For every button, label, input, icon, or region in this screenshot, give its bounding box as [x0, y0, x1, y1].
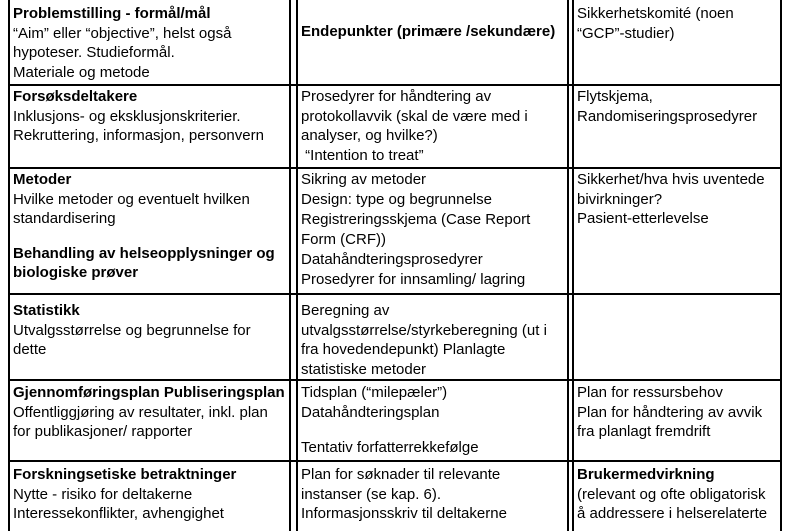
row-2-col-3 — [577, 87, 757, 126]
cell-line: “Intention to treat” — [301, 146, 424, 164]
cell-line: “GCP”-studier) — [577, 24, 675, 42]
cell-heading: Forskningsetiske betraktninger — [13, 466, 237, 483]
row-2-col-1 — [13, 87, 264, 146]
cell-line: standardisering — [13, 210, 116, 227]
table-border-right — [780, 0, 782, 531]
cell-line: dette — [13, 341, 47, 358]
cell-line: Plan for søknader til relevante — [301, 466, 501, 483]
cell-line: Materiale og metode — [13, 63, 150, 81]
column-divider-1b — [296, 0, 298, 531]
cell-line: analyser, og hvilke?) — [301, 127, 438, 144]
cell-line: fra hovedendepunkt) Planlagte — [301, 341, 506, 358]
cell-heading: Problemstilling - formål/mål — [13, 5, 211, 22]
cell-heading: Gjennomføringsplan Publiseringsplan — [13, 384, 285, 401]
row-3-col-1 — [13, 170, 275, 283]
cell-line: Sikkerhet/hva hvis uventede — [577, 171, 765, 188]
row-1-col-3 — [577, 4, 734, 43]
cell-line: instanser (se kap. 6). — [301, 485, 442, 503]
cell-line: fra planlagt fremdrift — [577, 423, 711, 440]
cell-line: Informasjonsskriv til deltakerne — [301, 505, 507, 522]
cell-line: Form (CRF)) — [301, 231, 386, 248]
cell-spacer — [13, 229, 275, 244]
cell-line: “Aim” eller “objective”, helst også — [13, 24, 232, 42]
cell-line: Rekruttering, informasjon, personvern — [13, 127, 264, 144]
cell-heading: Behandling av helseopplysninger og — [13, 244, 275, 262]
row-5-col-1 — [13, 383, 285, 442]
cell-line: Sikring av metoder — [301, 171, 427, 188]
column-divider-2b — [572, 0, 574, 531]
cell-line: Plan for håndtering av avvik — [577, 403, 763, 421]
cell-line: Datahåndteringsprosedyrer — [301, 251, 483, 268]
cell-heading: Endepunkter (primære /sekundære) — [301, 23, 556, 41]
cell-heading: biologiske prøver — [13, 264, 139, 281]
cell-line: Tidsplan (“milepæler”) — [301, 384, 448, 401]
row-divider-2 — [8, 167, 782, 169]
cell-line: Prosedyrer for innsamling/ lagring — [301, 271, 526, 288]
row-2-col-2 — [301, 87, 528, 165]
cell-heading: Metoder — [13, 171, 72, 188]
table-border-left — [8, 0, 10, 531]
cell-line: Plan for ressursbehov — [577, 384, 723, 401]
cell-line: Flytskjema, — [577, 88, 653, 105]
row-3-col-2 — [301, 170, 530, 290]
cell-line: Inklusjons- og eksklusjonskriterier. — [13, 107, 241, 125]
cell-line: Tentativ forfatterrekkefølge — [301, 439, 479, 456]
cell-spacer — [301, 422, 479, 438]
column-divider-2a — [567, 0, 569, 531]
row-5-col-2 — [301, 383, 479, 458]
row-divider-4 — [8, 379, 782, 381]
row-divider-1 — [8, 84, 782, 86]
cell-line: hypoteser. Studieformål. — [13, 44, 175, 61]
cell-line: Nytte - risiko for deltakerne — [13, 485, 193, 503]
row-5-col-3 — [577, 383, 762, 442]
cell-line: utvalgsstørrelse/styrkeberegning (ut i — [301, 321, 547, 339]
row-4-col-1 — [13, 301, 251, 360]
cell-line: å addressere i helserelaterte — [577, 505, 768, 522]
row-divider-5 — [8, 460, 782, 462]
cell-line: Sikkerhetskomité (noen — [577, 5, 734, 22]
row-6-col-1 — [13, 465, 236, 524]
column-divider-1a — [289, 0, 291, 531]
cell-line: for publikasjoner/ rapporter — [13, 423, 193, 440]
cell-line: Beregning av — [301, 302, 390, 319]
cell-line: Prosedyrer for håndtering av — [301, 88, 492, 105]
row-divider-3 — [8, 293, 782, 295]
cell-line: Randomiseringsprosedyrer — [577, 107, 758, 125]
cell-line: Pasient-etterlevelse — [577, 210, 709, 227]
cell-line: Design: type og begrunnelse — [301, 191, 492, 208]
cell-line: Offentliggjøring av resultater, inkl. plan — [13, 403, 268, 421]
row-1-col-2 — [301, 4, 555, 60]
cell-line: protokollavvik (skal de være med i — [301, 107, 528, 125]
cell-line: statistiske metoder — [301, 360, 427, 378]
cell-heading: Statistikk — [13, 302, 80, 319]
cell-line: Hvilke metoder og eventuelt hvilken — [13, 190, 250, 208]
cell-line: Interessekonflikter, avhengighet — [13, 505, 224, 522]
cell-line: Utvalgsstørrelse og begrunnelse for — [13, 321, 251, 339]
cell-heading: Forsøksdeltakere — [13, 88, 138, 105]
cell-line: (relevant og ofte obligatorisk — [577, 485, 766, 503]
row-1-col-1 — [13, 4, 231, 82]
cell-line: Datahåndteringsplan — [301, 403, 440, 421]
row-6-col-2 — [301, 465, 507, 524]
cell-heading: Brukermedvirkning — [577, 466, 715, 483]
row-4-col-2 — [301, 301, 547, 379]
cell-line: Registreringsskjema (Case Report — [301, 211, 531, 228]
row-6-col-3 — [577, 465, 767, 524]
row-3-col-3 — [577, 170, 765, 229]
cell-line: bivirkninger? — [577, 190, 663, 208]
